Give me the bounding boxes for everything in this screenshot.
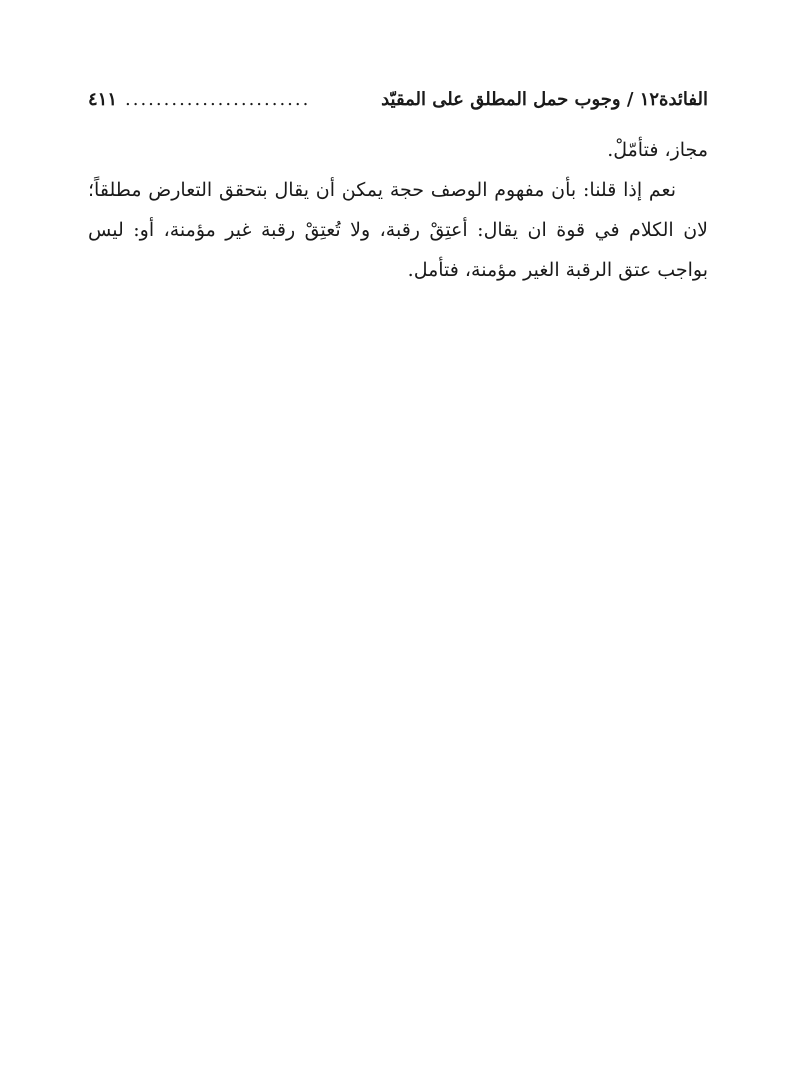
chapter-title: الفائدة١٢ / وجوب حمل المطلق على المقيّد xyxy=(381,89,708,110)
running-header xyxy=(88,78,708,122)
paragraph: نعم إذا قلنا: بأن مفهوم الوصف حجة يمكن أن يقال بتحقق التعارض مطلقاً؛ لان الكلام في قوة ان يقال: أعتِقْ رقبة، ولا تُعتِقْ رقبة غير مؤمنة، أو: ليس بواجب عتق الرقبة الغير مؤمنة، فتأمل. xyxy=(88,179,708,281)
body-text xyxy=(88,130,708,290)
leader-dots: ........................ xyxy=(125,89,311,110)
page-number: ٤١١ xyxy=(88,89,118,110)
book-page xyxy=(88,78,708,290)
paragraph-continuation: مجاز، فتأمّلْ. xyxy=(607,139,708,161)
